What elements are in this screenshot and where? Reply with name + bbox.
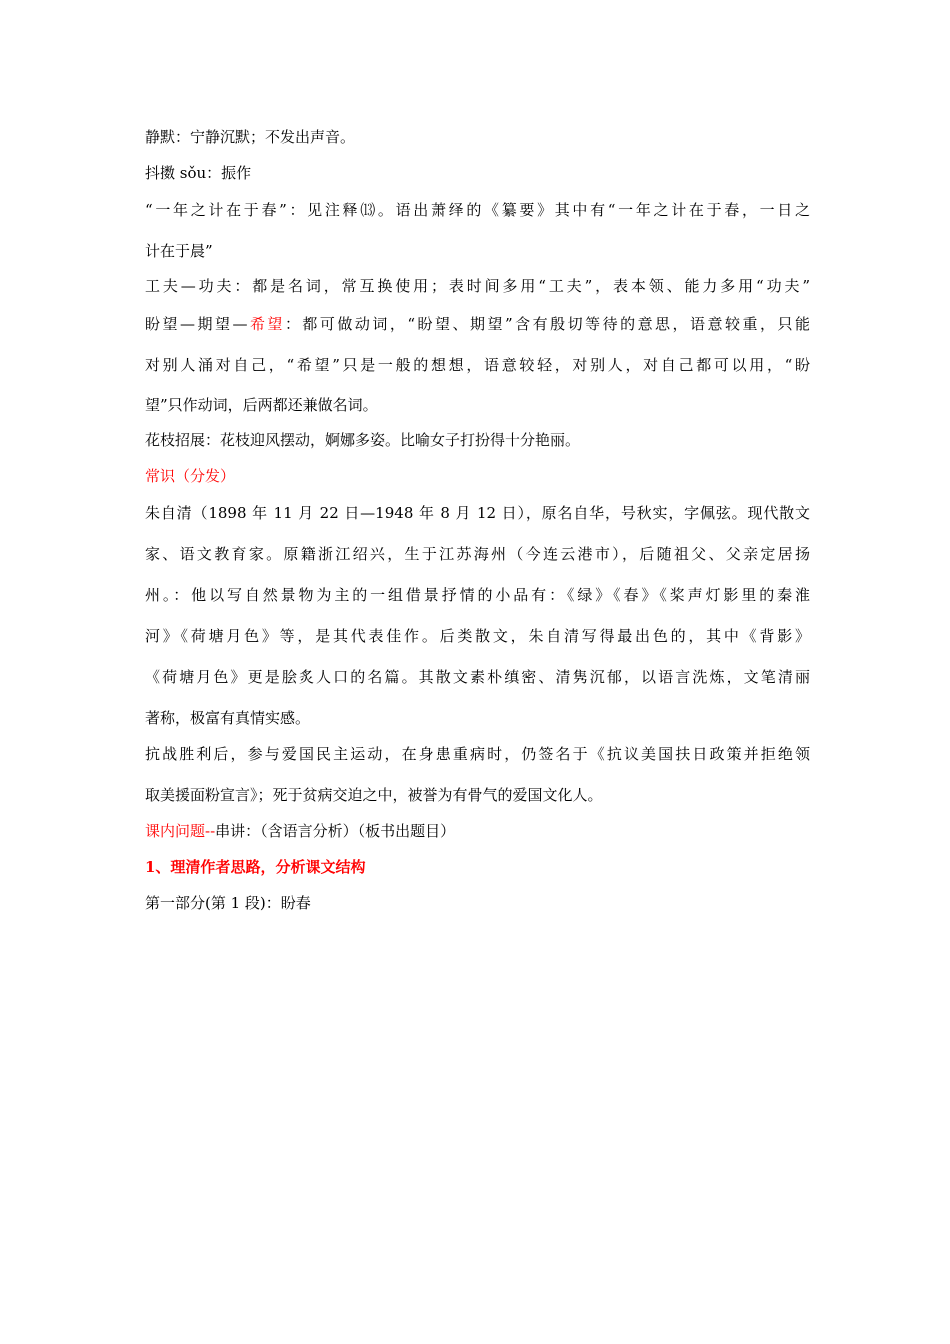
definition-jingmo: 静默：宁静沉默；不发出声音。 — [145, 128, 356, 146]
note-yinian-line-2: 计在于晨” — [145, 242, 213, 260]
definition-dousou: 抖擞 sǒu：振作 — [145, 164, 252, 182]
heading-structure: 1、理清作者思路，分析课文结构 — [145, 858, 366, 876]
section-heading-kenei — [145, 821, 810, 841]
bio-line-4: 河》《荷塘月色》等，是其代表佳作。后类散文，朱自清写得最出色的，其中《背影》 — [145, 627, 810, 645]
panwang-prefix: 盼望—期望— — [145, 315, 248, 333]
definition-gongfu: 工夫—功夫：都是名词，常互换使用；表时间多用“工夫”，表本领、能力多用“功夫” — [145, 277, 810, 295]
definition-panwang-line-3: 望”只作动词，后两都还兼做名词。 — [145, 396, 378, 414]
section-heading-changshi: 常识（分发） — [145, 467, 236, 485]
postwar-line-1: 抗战胜利后，参与爱国民主运动，在身患重病时，仍签名于《抗议美国扶日政策并拒绝领 — [145, 745, 810, 763]
kenei-label: 课内问题-- — [145, 822, 216, 840]
note-yinian-line-1: “一年之计在于春”：见注释⒀。语出萧绎的《纂要》其中有“一年之计在于春，一日之 — [145, 201, 810, 219]
part-one: 第一部分(第 1 段)：盼春 — [145, 894, 311, 912]
bio-line-2: 家、语文教育家。原籍浙江绍兴，生于江苏海州（今连云港市），后随祖父、父亲定居扬 — [145, 545, 810, 563]
definition-panwang-line-1 — [145, 314, 810, 334]
definition-huazhi: 花枝招展：花枝迎风摆动，婀娜多姿。比喻女子打扮得十分艳丽。 — [145, 431, 581, 449]
bio-line-5: 《荷塘月色》更是脍炙人口的名篇。其散文素朴缜密、清隽沉郁，以语言洗炼，文笔清丽 — [145, 668, 810, 686]
highlight-xiwang: 希望 — [247, 315, 285, 333]
bio-line-6: 著称，极富有真情实感。 — [145, 709, 311, 727]
bio-line-3: 州。：他以写自然景物为主的一组借景抒情的小品有：《绿》《春》《桨声灯影里的秦淮 — [145, 586, 810, 604]
postwar-line-2: 取美援面粉宣言》；死于贫病交迫之中，被誉为有骨气的爱国文化人。 — [145, 786, 603, 804]
kenei-rest: 串讲：（含语言分析）（板书出题目） — [215, 822, 456, 840]
bio-line-1: 朱自清（1898 年 11 月 22 日—1948 年 8 月 12 日），原名自华，号秋实，字佩弦。现代散文 — [145, 504, 810, 522]
panwang-suffix: ：都可做动词，“盼望、期望”含有殷切等待的意思，语意较重，只能 — [284, 315, 810, 333]
definition-panwang-line-2: 对别人涌对自己，“希望”只是一般的想想，语意较轻，对别人，对自己都可以用，“盼 — [145, 356, 810, 374]
